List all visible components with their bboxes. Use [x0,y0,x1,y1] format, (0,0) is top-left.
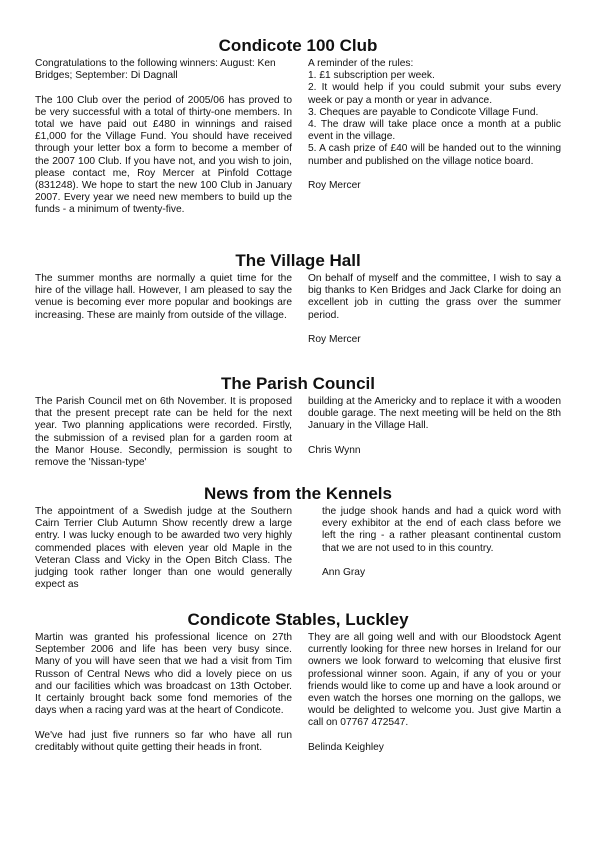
section-title: Condicote 100 Club [218,36,378,55]
paragraph: We've had just five runners so far who have all run creditably without quite getting their heads in front. [35,729,292,753]
list-item: 4. The draw will take place once a month at a public event in the village. [308,119,561,143]
right-column [304,58,561,217]
section-title: The Parish Council [221,374,375,393]
section-title: News from the Kennels [204,484,392,503]
right-column [304,632,561,754]
right-column [304,273,561,346]
left-column [35,396,292,469]
section-parish-council [35,374,561,472]
list-item: 3. Cheques are payable to Condicote Village Fund. [308,106,539,118]
right-column [304,506,561,591]
section-title: The Village Hall [235,251,361,270]
left-column [35,632,292,754]
signature: Roy Mercer [308,180,361,192]
list-item: 1. £1 subscription per week. [308,70,435,82]
paragraph: On behalf of myself and the committee, I wish to say a big thanks to Ken Bridges and Jack Clarke for doing an excellent job in cutting the grass over the summer period. [308,273,561,321]
signature: Roy Mercer [308,334,361,345]
section-100-club [35,36,561,239]
paragraph: The Parish Council met on 6th November. It is proposed that the present precept rate can be held for the next year. Two planning applications were recorded. Firstly, the submission of a revised plan for a garden room at the Manor House. Secondly, permission is sought to remove the 'Nissan-type' [35,396,292,469]
list-intro: A reminder of the rules: [308,58,414,69]
left-column [35,58,292,217]
list-item: 2. It would help if you could submit your subs every week or pay a month or year in advance. [308,82,561,106]
signature: Ann Gray [322,567,366,578]
paragraph: building at the Americky and to replace it with a wooden double garage. The next meeting will be held on the 8th January in the Village Hall. [308,396,561,432]
paragraph: Congratulations to the following winners: August: Ken Bridges; September: Di Dagnall [35,58,276,82]
right-column [304,396,561,469]
paragraph: Martin was granted his professional licence on 27th September 2006 and life has been very busy since. Many of you will have seen that we had a visit from Tim Russon of Central News who did a lovely piece on us and our facilities which was broadcast on 13th October. It certainly brought back some fond memories of the days when a racing yard was at the heart of Condicote. [35,632,292,717]
left-column [35,506,292,591]
signature: Belinda Keighley [308,741,384,753]
signature: Chris Wynn [308,444,361,456]
list-item: 5. A cash prize of £40 will be handed out to the winning number and published on the village notice board. [308,143,561,167]
section-stables [35,610,561,754]
paragraph: The appointment of a Swedish judge at the Southern Cairn Terrier Club Autumn Show recently drew a large entry. I was lucky enough to be awarded two very highly commended places with eleven year old Maple in the Veteran Class and Vicky in the Open Bitch Class. The judging took rather longer than one would generally expect as [35,506,292,591]
newsletter-page [35,36,561,754]
section-title: Condicote Stables, Luckley [187,610,409,629]
paragraph: The 100 Club over the period of 2005/06 has proved to be very successful with a total of thirty-one members. In total we have paid out £480 in winnings and raised £1,000 for the Village Fund. You should have received through your letter box a form to become a member of the 2007 100 Club. If you have not, and you wish to join, please contact me, Roy Mercer at Pinfold Cottage (831248). We hope to start the new 100 Club in January 2007. Every year we need new members to build up the funds - a minimum of twenty-five. [35,94,292,216]
paragraph: the judge shook hands and had a quick word with every exhibitor at the end of each class before we left the ring - a rather pleasant continental custom that we are not used to in this country. [322,506,561,554]
rules-list [308,58,561,168]
left-column [35,273,292,346]
paragraph: The summer months are normally a quiet time for the hire of the village hall. However, I am pleased to say the venue is becoming ever more popular and bookings are increasing. These are mainly from outside of the village. [35,273,292,321]
paragraph: They are all going well and with our Bloodstock Agent currently looking for three new horses in Ireland for our owners we look forward to welcoming that elusive first professional winner soon. Again, if any of you or your friends would like to come up and have a look around or even watch the horses one morning on the gallops, we would be delighted to welcome you. Just give Martin a call on 07767 472547. [308,632,561,729]
section-kennels [35,484,561,600]
section-village-hall [35,251,561,360]
